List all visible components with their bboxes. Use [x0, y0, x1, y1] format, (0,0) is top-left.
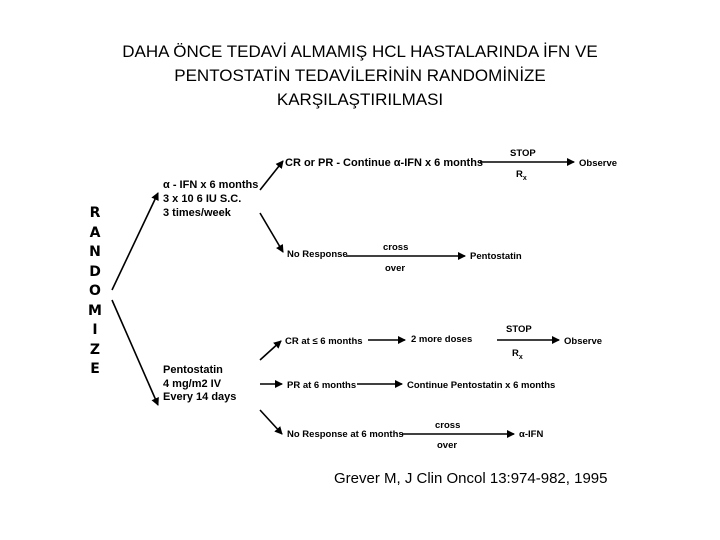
ifn-response-label: CR or PR - Continue α-IFN x 6 months	[285, 157, 484, 169]
arrow-to-pentostatin-arm	[112, 300, 158, 405]
pento-continue-label: Continue Pentostatin x 6 months	[407, 380, 556, 391]
pento-observe-label: Observe	[564, 336, 603, 347]
ifn-no-response-label: No Response	[287, 249, 348, 260]
randomize-letter: R	[89, 205, 101, 221]
ifn-arm-dose: 3 x 10 6 IU S.C.	[163, 193, 242, 205]
pento-stop-label: STOP	[506, 324, 532, 335]
ifn-stop-label: STOP	[510, 148, 536, 159]
randomize-letter: D	[89, 263, 101, 280]
pento-switch-ifn-label: α-IFN	[519, 429, 544, 440]
ifn-switch-pentostatin-label: Pentostatin	[470, 251, 522, 262]
ifn-cross-label: cross	[383, 242, 409, 253]
randomize-letter: A	[89, 224, 101, 241]
pento-rx-label: $R_x$	[512, 348, 523, 361]
randomize-letter: E	[90, 361, 100, 377]
pento-pr-label: PR at 6 months	[287, 380, 357, 391]
ifn-observe-label: Observe	[579, 158, 618, 169]
arrow-pento-no-response	[260, 410, 282, 434]
arrow-pento-cr	[260, 341, 281, 360]
title-line-2: PENTOSTATİN TEDAVİLERİNİN RANDOMİNİZE	[174, 66, 546, 85]
pento-over-label: over	[437, 440, 458, 451]
arrow-to-ifn-arm	[112, 193, 158, 290]
pento-arm-frequency: Every 14 days	[163, 391, 237, 403]
ifn-over-label: over	[385, 263, 406, 274]
randomize-letter: N	[89, 244, 101, 260]
pento-cr-label: CR at ≤ 6 months	[285, 336, 363, 347]
randomize-letter: I	[92, 322, 98, 338]
title-line-1: DAHA ÖNCE TEDAVİ ALMAMIŞ HCL HASTALARINDA İFN VE	[122, 42, 598, 61]
randomize-letter: O	[89, 283, 101, 299]
arrow-ifn-response	[260, 161, 283, 190]
pento-arm-title: Pentostatin	[163, 364, 223, 376]
pento-cross-label: cross	[435, 420, 461, 431]
ifn-rx-label: $R_x$	[516, 169, 527, 182]
pento-no-response-label: No Response at 6 months	[287, 429, 404, 440]
pento-more-doses-label: 2 more doses	[411, 334, 473, 345]
randomize-letter: Z	[89, 341, 101, 358]
pento-arm-dose: 4 mg/m2 IV	[163, 378, 222, 390]
ifn-arm-title: α - IFN x 6 months	[163, 179, 259, 191]
citation: Grever M, J Clin Oncol 13:974-982, 1995	[334, 470, 608, 487]
ifn-arm-frequency: 3 times/week	[163, 207, 231, 219]
arrow-ifn-no-response	[260, 213, 283, 252]
title-line-3: KARŞILAŞTIRILMASI	[276, 90, 444, 109]
randomize-letter: M	[88, 302, 102, 319]
